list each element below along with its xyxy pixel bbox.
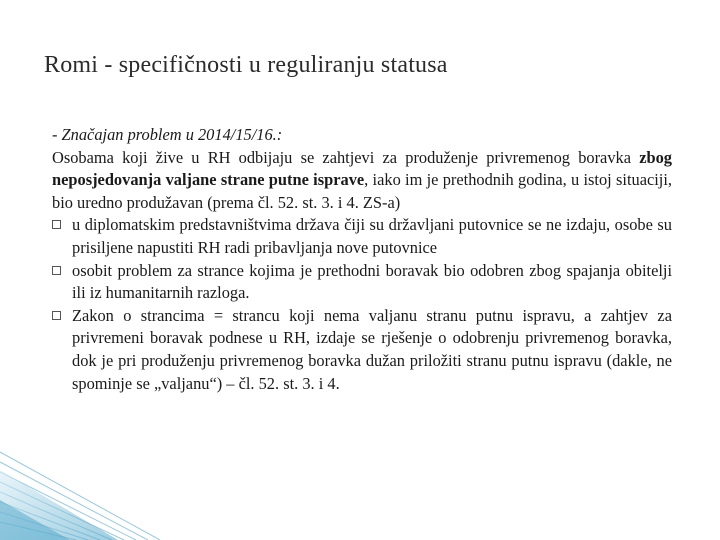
- checkbox-bullet-icon: [52, 266, 61, 275]
- list-item: [52, 260, 672, 305]
- subheading: - Značajan problem u 2014/15/16.:: [52, 125, 283, 144]
- list-item: [52, 305, 672, 395]
- paragraph-text-2: , iako im je prethodnih godina, u istoj situaciji, bio uredno produžavan (prema čl. 52. st. 3. i 4. ZS-a): [52, 170, 673, 212]
- slide-title: Romi - specifičnosti u reguliranju statusa: [44, 52, 448, 78]
- bullet-text: osobit problem za strance kojima je prethodni boravak bio odobren zbog spajanja obitelji ili iz humanitarnih razloga.: [72, 260, 672, 303]
- checkbox-bullet-icon: [52, 311, 61, 320]
- checkbox-bullet-icon: [52, 220, 61, 229]
- bullet-text: Zakon o strancima = strancu koji nema valjanu stranu putnu ispravu, a zahtjev za privremeni boravak podnese u RH, izdaje se rješenje o odobrenju privremenog boravka, dok je pri produženju privremenog boravka dužan priložiti stranu putnu ispravu (dakle, ne spominje se „valjanu“) – čl. 52. st. 3. i 4.: [72, 305, 672, 393]
- bullet-list: [52, 214, 672, 395]
- slide-body: [52, 124, 672, 395]
- paragraph-bold-text: zbog neposjedovanja valjane strane putne isprave: [52, 147, 672, 190]
- list-item: [52, 214, 672, 259]
- intro-paragraph: [52, 147, 672, 215]
- bullet-text: u diplomatskim predstavništvima država čiji su državljani putovnice se ne izdaju, osobe su prisiljene napustiti RH radi pribavljanja nove putovnice: [72, 215, 672, 257]
- paragraph-text-1: Osobama koji žive u RH odbijaju se zahtjevi za produženje privremenog boravka: [52, 147, 640, 167]
